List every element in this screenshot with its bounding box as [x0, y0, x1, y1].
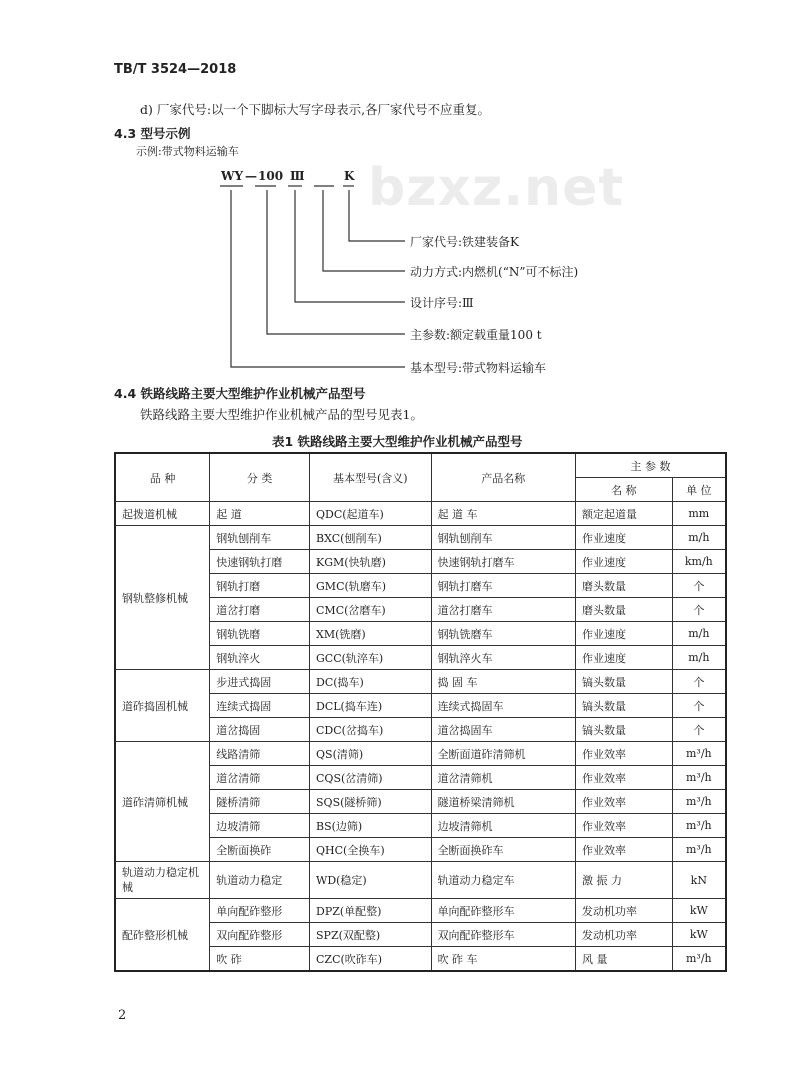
category-cell: 钢轨淬火: [210, 646, 310, 670]
category-cell: 全断面换砟: [210, 838, 310, 862]
model-cell: GCC(轨淬车): [310, 646, 432, 670]
table-caption: 表1 铁路线路主要大型维护作业机械产品型号: [272, 434, 523, 449]
table-row: [115, 502, 726, 526]
table-row: [115, 899, 726, 923]
param-unit-cell: kW: [672, 899, 726, 923]
category-cell: 双向配砟整形: [210, 923, 310, 947]
product-cell: 边坡清筛机: [431, 814, 575, 838]
category-cell: 钢轨打磨: [210, 574, 310, 598]
category-cell: 轨道动力稳定: [210, 862, 310, 899]
param-name-cell: 作业速度: [576, 550, 673, 574]
param-name-cell: 作业速度: [576, 526, 673, 550]
product-cell: 道岔清筛机: [431, 766, 575, 790]
label-design: 设计序号:Ⅲ: [410, 296, 474, 310]
model-code-diagram: [0, 0, 800, 400]
product-cell: 捣 固 车: [431, 670, 575, 694]
product-cell: 快速钢轨打磨车: [431, 550, 575, 574]
product-cell: 连续式捣固车: [431, 694, 575, 718]
category-cell: 钢轨刨削车: [210, 526, 310, 550]
product-cell: 钢轨打磨车: [431, 574, 575, 598]
model-cell: DC(捣车): [310, 670, 432, 694]
category-cell: 连续式捣固: [210, 694, 310, 718]
category-cell: 起 道: [210, 502, 310, 526]
model-cell: DCL(捣车连): [310, 694, 432, 718]
header-variety: 品 种: [115, 453, 210, 502]
category-cell: 钢轨铣磨: [210, 622, 310, 646]
code-design: Ⅲ: [290, 169, 305, 183]
table-row: [115, 526, 726, 550]
category-cell: 快速钢轨打磨: [210, 550, 310, 574]
param-name-cell: 作业速度: [576, 622, 673, 646]
section-4-4-title: 4.4 铁路线路主要大型维护作业机械产品型号: [114, 386, 366, 401]
model-cell: GMC(轨磨车): [310, 574, 432, 598]
param-name-cell: 作业效率: [576, 790, 673, 814]
code-base: WY: [221, 169, 244, 183]
product-cell: 道岔打磨车: [431, 598, 575, 622]
variety-cell: 道砟清筛机械: [115, 742, 210, 862]
section-4-3-title: 4.3 型号示例: [114, 126, 191, 141]
param-unit-cell: 个: [672, 670, 726, 694]
model-cell: CDC(岔捣车): [310, 718, 432, 742]
header-category: 分 类: [210, 453, 310, 502]
header-product: 产品名称: [431, 453, 575, 502]
param-name-cell: 镐头数量: [576, 694, 673, 718]
product-cell: 钢轨淬火车: [431, 646, 575, 670]
table-row: [115, 670, 726, 694]
param-unit-cell: kW: [672, 923, 726, 947]
header-params: 主 参 数: [576, 453, 727, 478]
param-unit-cell: m³/h: [672, 947, 726, 972]
code-maker: K: [344, 169, 355, 183]
product-cell: 双向配砟整形车: [431, 923, 575, 947]
category-cell: 单向配砟整形: [210, 899, 310, 923]
param-name-cell: 发动机功率: [576, 923, 673, 947]
header-param-name: 名 称: [576, 478, 673, 502]
param-unit-cell: mm: [672, 502, 726, 526]
category-cell: 步进式捣固: [210, 670, 310, 694]
model-cell: BXC(刨削车): [310, 526, 432, 550]
param-unit-cell: m/h: [672, 646, 726, 670]
param-name-cell: 作业效率: [576, 766, 673, 790]
model-cell: DPZ(单配整): [310, 899, 432, 923]
category-cell: 边坡清筛: [210, 814, 310, 838]
param-name-cell: 镐头数量: [576, 718, 673, 742]
param-unit-cell: m/h: [672, 526, 726, 550]
category-cell: 道岔打磨: [210, 598, 310, 622]
product-cell: 全断面道砟清筛机: [431, 742, 575, 766]
model-cell: BS(边筛): [310, 814, 432, 838]
example-label: 示例:带式物料运输车: [136, 145, 239, 158]
product-cell: 吹 砟 车: [431, 947, 575, 972]
model-cell: WD(稳定): [310, 862, 432, 899]
model-cell: SPZ(双配整): [310, 923, 432, 947]
param-unit-cell: 个: [672, 598, 726, 622]
variety-cell: 钢轨整修机械: [115, 526, 210, 670]
param-unit-cell: 个: [672, 718, 726, 742]
label-maker: 厂家代号:铁建装备K: [410, 235, 520, 249]
product-cell: 轨道动力稳定车: [431, 862, 575, 899]
item-d: d) 厂家代号:以一个下脚标大写字母表示,各厂家代号不应重复。: [140, 102, 491, 117]
param-name-cell: 作业速度: [576, 646, 673, 670]
product-cell: 钢轨刨削车: [431, 526, 575, 550]
param-name-cell: 镐头数量: [576, 670, 673, 694]
category-cell: 线路清筛: [210, 742, 310, 766]
standard-number: TB/T 3524—2018: [114, 62, 237, 77]
model-cell: QS(清筛): [310, 742, 432, 766]
param-name-cell: 激 振 力: [576, 862, 673, 899]
product-cell: 隧道桥梁清筛机: [431, 790, 575, 814]
variety-cell: 起拨道机械: [115, 502, 210, 526]
param-unit-cell: km/h: [672, 550, 726, 574]
product-cell: 道岔捣固车: [431, 718, 575, 742]
param-unit-cell: m³/h: [672, 838, 726, 862]
param-unit-cell: 个: [672, 574, 726, 598]
model-cell: KGM(快轨磨): [310, 550, 432, 574]
param-unit-cell: kN: [672, 862, 726, 899]
model-cell: CZC(吹砟车): [310, 947, 432, 972]
header-param-unit: 单 位: [672, 478, 726, 502]
param-name-cell: 作业效率: [576, 838, 673, 862]
param-name-cell: 作业效率: [576, 742, 673, 766]
variety-cell: 轨道动力稳定机械: [115, 862, 210, 899]
variety-cell: 道砟捣固机械: [115, 670, 210, 742]
model-cell: CMC(岔磨车): [310, 598, 432, 622]
header-model: 基本型号(含义): [310, 453, 432, 502]
param-name-cell: 作业效率: [576, 814, 673, 838]
param-unit-cell: m³/h: [672, 742, 726, 766]
param-unit-cell: m³/h: [672, 790, 726, 814]
param-unit-cell: 个: [672, 694, 726, 718]
param-name-cell: 发动机功率: [576, 899, 673, 923]
table-row: [115, 742, 726, 766]
product-cell: 全断面换砟车: [431, 838, 575, 862]
label-base: 基本型号:带式物料运输车: [410, 361, 547, 375]
product-cell: 起 道 车: [431, 502, 575, 526]
model-cell: CQS(岔清筛): [310, 766, 432, 790]
model-table: [114, 452, 727, 972]
param-name-cell: 额定起道量: [576, 502, 673, 526]
watermark: bzxz.net: [368, 158, 625, 218]
model-cell: QHC(全换车): [310, 838, 432, 862]
code-dash: —: [245, 169, 257, 183]
category-cell: 隧桥清筛: [210, 790, 310, 814]
param-name-cell: 磨头数量: [576, 598, 673, 622]
category-cell: 道岔捣固: [210, 718, 310, 742]
param-name-cell: 磨头数量: [576, 574, 673, 598]
table-row: [115, 862, 726, 899]
label-param: 主参数:额定载重量100 t: [410, 328, 542, 342]
param-unit-cell: m³/h: [672, 766, 726, 790]
model-cell: XM(铣磨): [310, 622, 432, 646]
page-number: 2: [118, 1008, 127, 1023]
model-cell: SQS(隧桥筛): [310, 790, 432, 814]
param-unit-cell: m³/h: [672, 814, 726, 838]
param-unit-cell: m/h: [672, 622, 726, 646]
product-cell: 单向配砟整形车: [431, 899, 575, 923]
label-power: 动力方式:内燃机(“N”可不标注): [410, 265, 579, 279]
param-name-cell: 风 量: [576, 947, 673, 972]
product-cell: 钢轨铣磨车: [431, 622, 575, 646]
category-cell: 吹 砟: [210, 947, 310, 972]
variety-cell: 配砟整形机械: [115, 899, 210, 972]
code-param: 100: [258, 169, 284, 183]
category-cell: 道岔清筛: [210, 766, 310, 790]
section-4-4-text: 铁路线路主要大型维护作业机械产品的型号见表1。: [140, 407, 423, 422]
model-cell: QDC(起道车): [310, 502, 432, 526]
